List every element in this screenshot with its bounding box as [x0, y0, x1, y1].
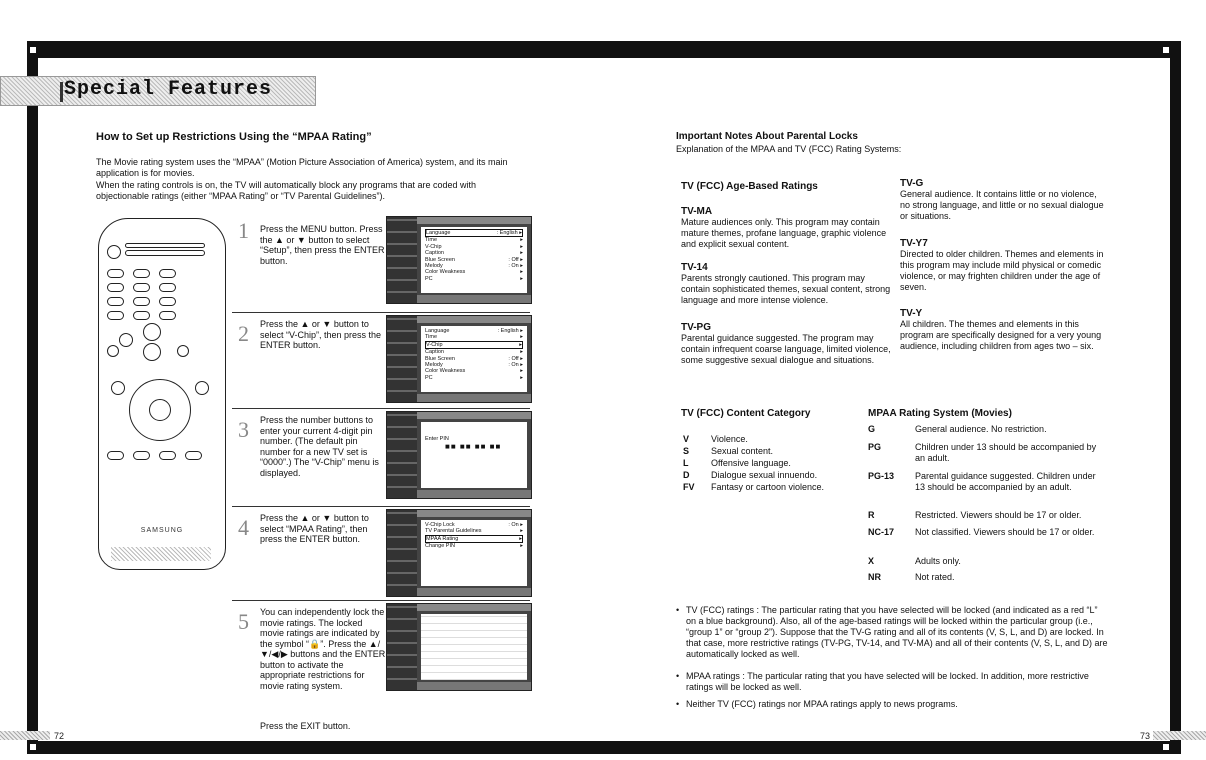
step-1 — [232, 216, 530, 310]
top-border — [27, 41, 1181, 58]
note-bullet-1: • TV (FCC) ratings : The particular rating that you have selected will be locked (and indicated as a red “L” on a blue background). Also, all of the age-based ratings will be locked within the particular group (i.e., “group 1” or “group 2”). Suppose that the TV-G rating and all of its contents (V, S, L, and D) are locked. In that case, more restrictive ratings (TV-PG, TV-14, and TV-MA) and all of their contents (V, S, L, and D) are automatically locked as well. — [676, 605, 1108, 659]
notes-heading: Important Notes About Parental Locks — [676, 131, 858, 142]
step-5 — [232, 600, 530, 730]
mpaa-r: R Restricted. Viewers should be 17 or older. — [868, 510, 1082, 520]
content-d: D Dialogue sexual innuendo. — [683, 470, 818, 480]
notes-subheading: Explanation of the MPAA and TV (FCC) Rating Systems: — [676, 144, 902, 154]
content-v: V Violence. — [683, 434, 748, 444]
mpaa-heading: MPAA Rating System (Movies) — [868, 408, 1012, 419]
tvpg-block: TV-PG Parental guidance suggested. The program may contain infrequent coarse language, limited violence, some suggestive sexual dialogue and situations. — [681, 322, 891, 365]
intro-paragraph-2: When the rating controls is on, the TV will automatically block any programs that are coded with objectionable ratings (either “MPAA Rating” or “TV Parental Guidelines”). — [96, 180, 477, 201]
step-2-number: 2 — [238, 321, 249, 346]
section-title: Special Features — [64, 78, 273, 101]
pin-mask: ■■ ■■ ■■ ■■ — [445, 442, 502, 452]
step-3 — [232, 408, 530, 504]
step-4-text: Press the ▲ or ▼ button to select “MPAA Rating”, then press the ENTER button. — [260, 513, 369, 544]
step-2-text: Press the ▲ or ▼ button to select “V-Chip”, then press the ENTER button. — [260, 319, 382, 350]
tvg-block: TV-G General audience. It contains little or no violence, no strong language, and little or no sexual dialogue or situations. — [900, 178, 1104, 221]
tvma-block: TV-MA Mature audiences only. This program may contain mature themes, profane language, graphic violence and explicit sexual content. — [681, 206, 887, 249]
step-1-number: 1 — [238, 218, 249, 243]
content-s: S Sexual content. — [683, 446, 774, 456]
tv-screen-enter-pin: Enter PIN ■■ ■■ ■■ ■■ — [386, 411, 532, 499]
step-2 — [232, 312, 530, 406]
remote-control-illustration — [98, 218, 226, 570]
step-3-text: Press the number buttons to enter your current 4-digit pin number. (The default pin number for a new TV set is “0000”.) The “V-Chip” menu is displayed. — [260, 415, 379, 478]
tv-screen-setup-menu: Language : English ▸ Time ▸ V-Chip ▸ Caption ▸ Blue Screen : Off ▸ Melody : On ▸ Color Weakness ▸ PC ▸ — [386, 216, 532, 304]
remote-brand: SAMSUNG — [140, 527, 184, 534]
step-4 — [232, 506, 530, 598]
tv-screen-vchip-select: Language : English ▸ Time ▸ V-Chip ▸ Caption ▸ Blue Screen : Off ▸ Melody : On ▸ Color Weakness ▸ PC ▸ — [386, 315, 532, 403]
mpaa-nc17: NC-17 Not classified. Viewers should be 17 or older. — [868, 527, 1095, 537]
mpaa-nr: NR Not rated. — [868, 572, 955, 582]
page-number-right: 73 — [1140, 731, 1151, 741]
note-bullet-3: • Neither TV (FCC) ratings nor MPAA ratings apply to news programs. — [676, 699, 958, 709]
tv14-block: TV-14 Parents strongly cautioned. This program may contain sophisticated themes, sexual content, strong language and more intense violence. — [681, 262, 891, 305]
content-category-heading: TV (FCC) Content Category — [681, 408, 811, 419]
right-border — [1170, 41, 1181, 754]
tvy-block: TV-Y All children. The themes and elements in this program are specifically designed for a very young audience, including children from ages two – six. — [900, 308, 1102, 351]
step-4-number: 4 — [238, 515, 249, 540]
left-heading: How to Set up Restrictions Using the “MPAA Rating” — [96, 131, 372, 143]
step-3-number: 3 — [238, 417, 249, 442]
page-number-left: 72 — [54, 731, 65, 741]
content-l: L Offensive language. — [683, 458, 791, 468]
tvy7-block: TV-Y7 Directed to older children. Themes and elements in this program may include mild physical or comedic violence, or may frighten children under the age of seven. — [900, 238, 1104, 292]
step-5-exit: Press the EXIT button. — [260, 721, 351, 731]
tv-screen-vchip-menu: V-Chip Lock : On ▸ TV Parental Guidelines ▸ MPAA Rating ▸ Change PIN ▸ — [386, 509, 532, 597]
mpaa-pg: PG Children under 13 should be accompanied by an adult. — [868, 442, 1097, 463]
note-bullet-2: • MPAA ratings : The particular rating that you have selected will be locked. In addition, more restrictive ratings will be locked as well. — [676, 671, 1089, 692]
mpaa-x: X Adults only. — [868, 556, 961, 566]
mpaa-g: G General audience. No restriction. — [868, 424, 1047, 434]
tv-screen-mpaa-ratings — [386, 603, 532, 691]
step-5-text: You can independently lock the movie ratings. The locked movie ratings are indicated by the symbol “🔒”. Press the ▲/▼/◀/▶ buttons and the ENTER button to activate the appropriate restrictions for movie rating system. — [260, 607, 386, 691]
intro-paragraph-1: The Movie rating system uses the “MPAA” (Motion Picture Association of America) system, and its main application is for movies. — [96, 157, 508, 178]
bottom-border — [27, 741, 1181, 754]
left-border — [27, 41, 38, 754]
age-ratings-heading: TV (FCC) Age-Based Ratings — [681, 181, 818, 192]
step-1-text: Press the MENU button. Press the ▲ or ▼ button to select “Setup”, then press the ENTER button. — [260, 224, 385, 266]
step-5-number: 5 — [238, 609, 249, 634]
content-fv: FV Fantasy or cartoon violence. — [683, 482, 825, 492]
mpaa-pg13: PG-13 Parental guidance suggested. Children under 13 should be accompanied by an adult. — [868, 471, 1096, 492]
